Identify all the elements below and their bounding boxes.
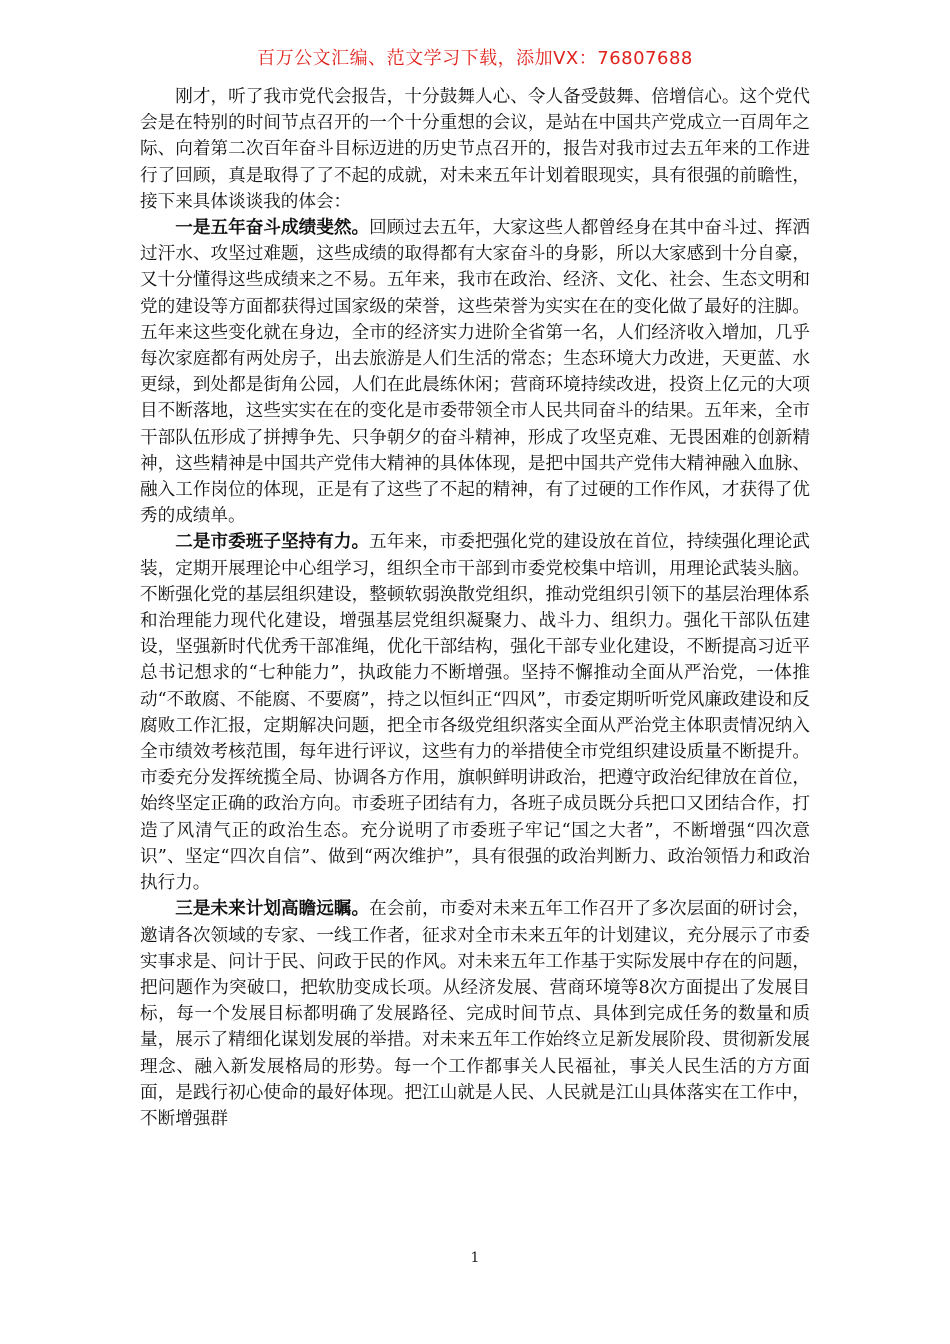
- section-2-paragraph: [140, 529, 810, 896]
- section-2-heading: 二是市委班子坚持有力。: [175, 532, 370, 553]
- section-2-text: 五年来，市委把强化党的建设放在首位，持续强化理论武装，定期开展理论中心组学习，组织全市干部到市委党校集中培训，用理论武装头脑。不断强化党的基层组织建设，整顿软弱涣散党组织，推动党组织引领下的基层治理体系和治理能力现代化建设，增强基层党组织凝聚力、战斗力、组织力。强化干部队伍建设，坚强新时代优秀干部准绳，优化干部结构，强化干部专业化建设，不断提高习近平总书记想求的“七种能力”，执政能力不断增强。坚持不懈推动全面从严治党，一体推动“不敢腐、不能腐、不要腐”，持之以恒纠正“四风”，市委定期听听党风廉政建设和反腐败工作汇报，定期解决问题，把全市各级党组织落实全面从严治党主体职责情况纳入全市绩效考核范围，每年进行评议，这些有力的举措使全市党组织建设质量不断提升。市委充分发挥统揽全局、协调各方作用，旗帜鲜明讲政治，把遵守政治纪律放在首位，始终坚定正确的政治方向。市委班子团结有力，各班子成员既分兵把口又团结合作，打造了风清气正的政治生态。充分说明了市委班子牢记“国之大者”，不断增强“四次意识”、坚定“四次自信”、做到“两次维护”，具有很强的政治判断力、政治领悟力和政治执行力。: [140, 532, 810, 894]
- intro-text: 刚才，听了我市党代会报告，十分鼓舞人心、令人备受鼓舞、倍增信心。这个党代会是在特别的时间节点召开的一个十分重想的会议，是站在中国共产党成立一百周年之际、向着第二次百年奋斗目标迈进的历史节点召开的，报告对我市过去五年来的工作进行了回顾，真是取得了了不起的成就，对未来五年计划着眼现实，具有很强的前瞻性，接下来具体谈谈我的体会：: [140, 87, 810, 212]
- section-3-paragraph: [140, 896, 810, 1132]
- section-1-text: 回顾过去五年，大家这些人都曾经身在其中奋斗过、挥洒过汗水、攻坚过难题，这些成绩的取得都有大家奋斗的身影，所以大家感到十分自豪，又十分懂得这些成绩来之不易。五年来，我市在政治、经济、文化、社会、生态文明和党的建设等方面都获得过国家级的荣誉，这些荣誉为实实在在的变化做了最好的注脚。五年来这些变化就在身边，全市的经济实力进阶全省第一名，人们经济收入增加，几乎每次家庭都有两处房子，出去旅游是人们生活的常态；生态环境大力改进，天更蓝、水更绿，到处都是街角公园，人们在此晨练休闲；营商环境持续改进，投资上亿元的大项目不断落地，这些实实在在的变化是市委带领全市人民共同奋斗的结果。五年来，全市干部队伍形成了拼搏争先、只争朝夕的奋斗精神，形成了攻坚克难、无畏困难的创新精神，这些精神是中国共产党伟大精神的具体体现，是把中国共产党伟大精神融入血脉、融入工作岗位的体现，正是有了这些了不起的精神，有了过硬的工作作风，才获得了优秀的成绩单。: [140, 218, 810, 527]
- intro-paragraph: [140, 84, 810, 215]
- header-banner: 百万公文汇编、范文学习下载，添加VX：76807688: [257, 48, 693, 69]
- section-3-text: 在会前，市委对未来五年工作召开了多次层面的研讨会，邀请各次领域的专家、一线工作者，征求对全市未来五年的计划建议，充分展示了市委实事求是、问计于民、问政于民的作风。对未来五年工作基于实际发展中存在的问题，把问题作为突破口，把软肋变成长项。从经济发展、营商环境等8次方面提出了发展目标，每一个发展目标都明确了发展路径、完成时间节点、具体到完成任务的数量和质量，展示了精细化谋划发展的举措。对未来五年工作始终立足新发展阶段、贯彻新发展理念、融入新发展格局的形势。每一个工作都事关人民福祉，事关人民生活的方方面面，是践行初心使命的最好体现。把江山就是人民、人民就是江山具体落实在工作中，不断增强群: [140, 899, 810, 1129]
- page-number: 1: [470, 1250, 480, 1266]
- section-1-heading: 一是五年奋斗成绩斐然。: [175, 218, 370, 239]
- section-1-paragraph: [140, 215, 810, 529]
- section-3-heading: 三是未来计划高瞻远瞩。: [175, 899, 370, 920]
- document-body: [140, 84, 810, 1132]
